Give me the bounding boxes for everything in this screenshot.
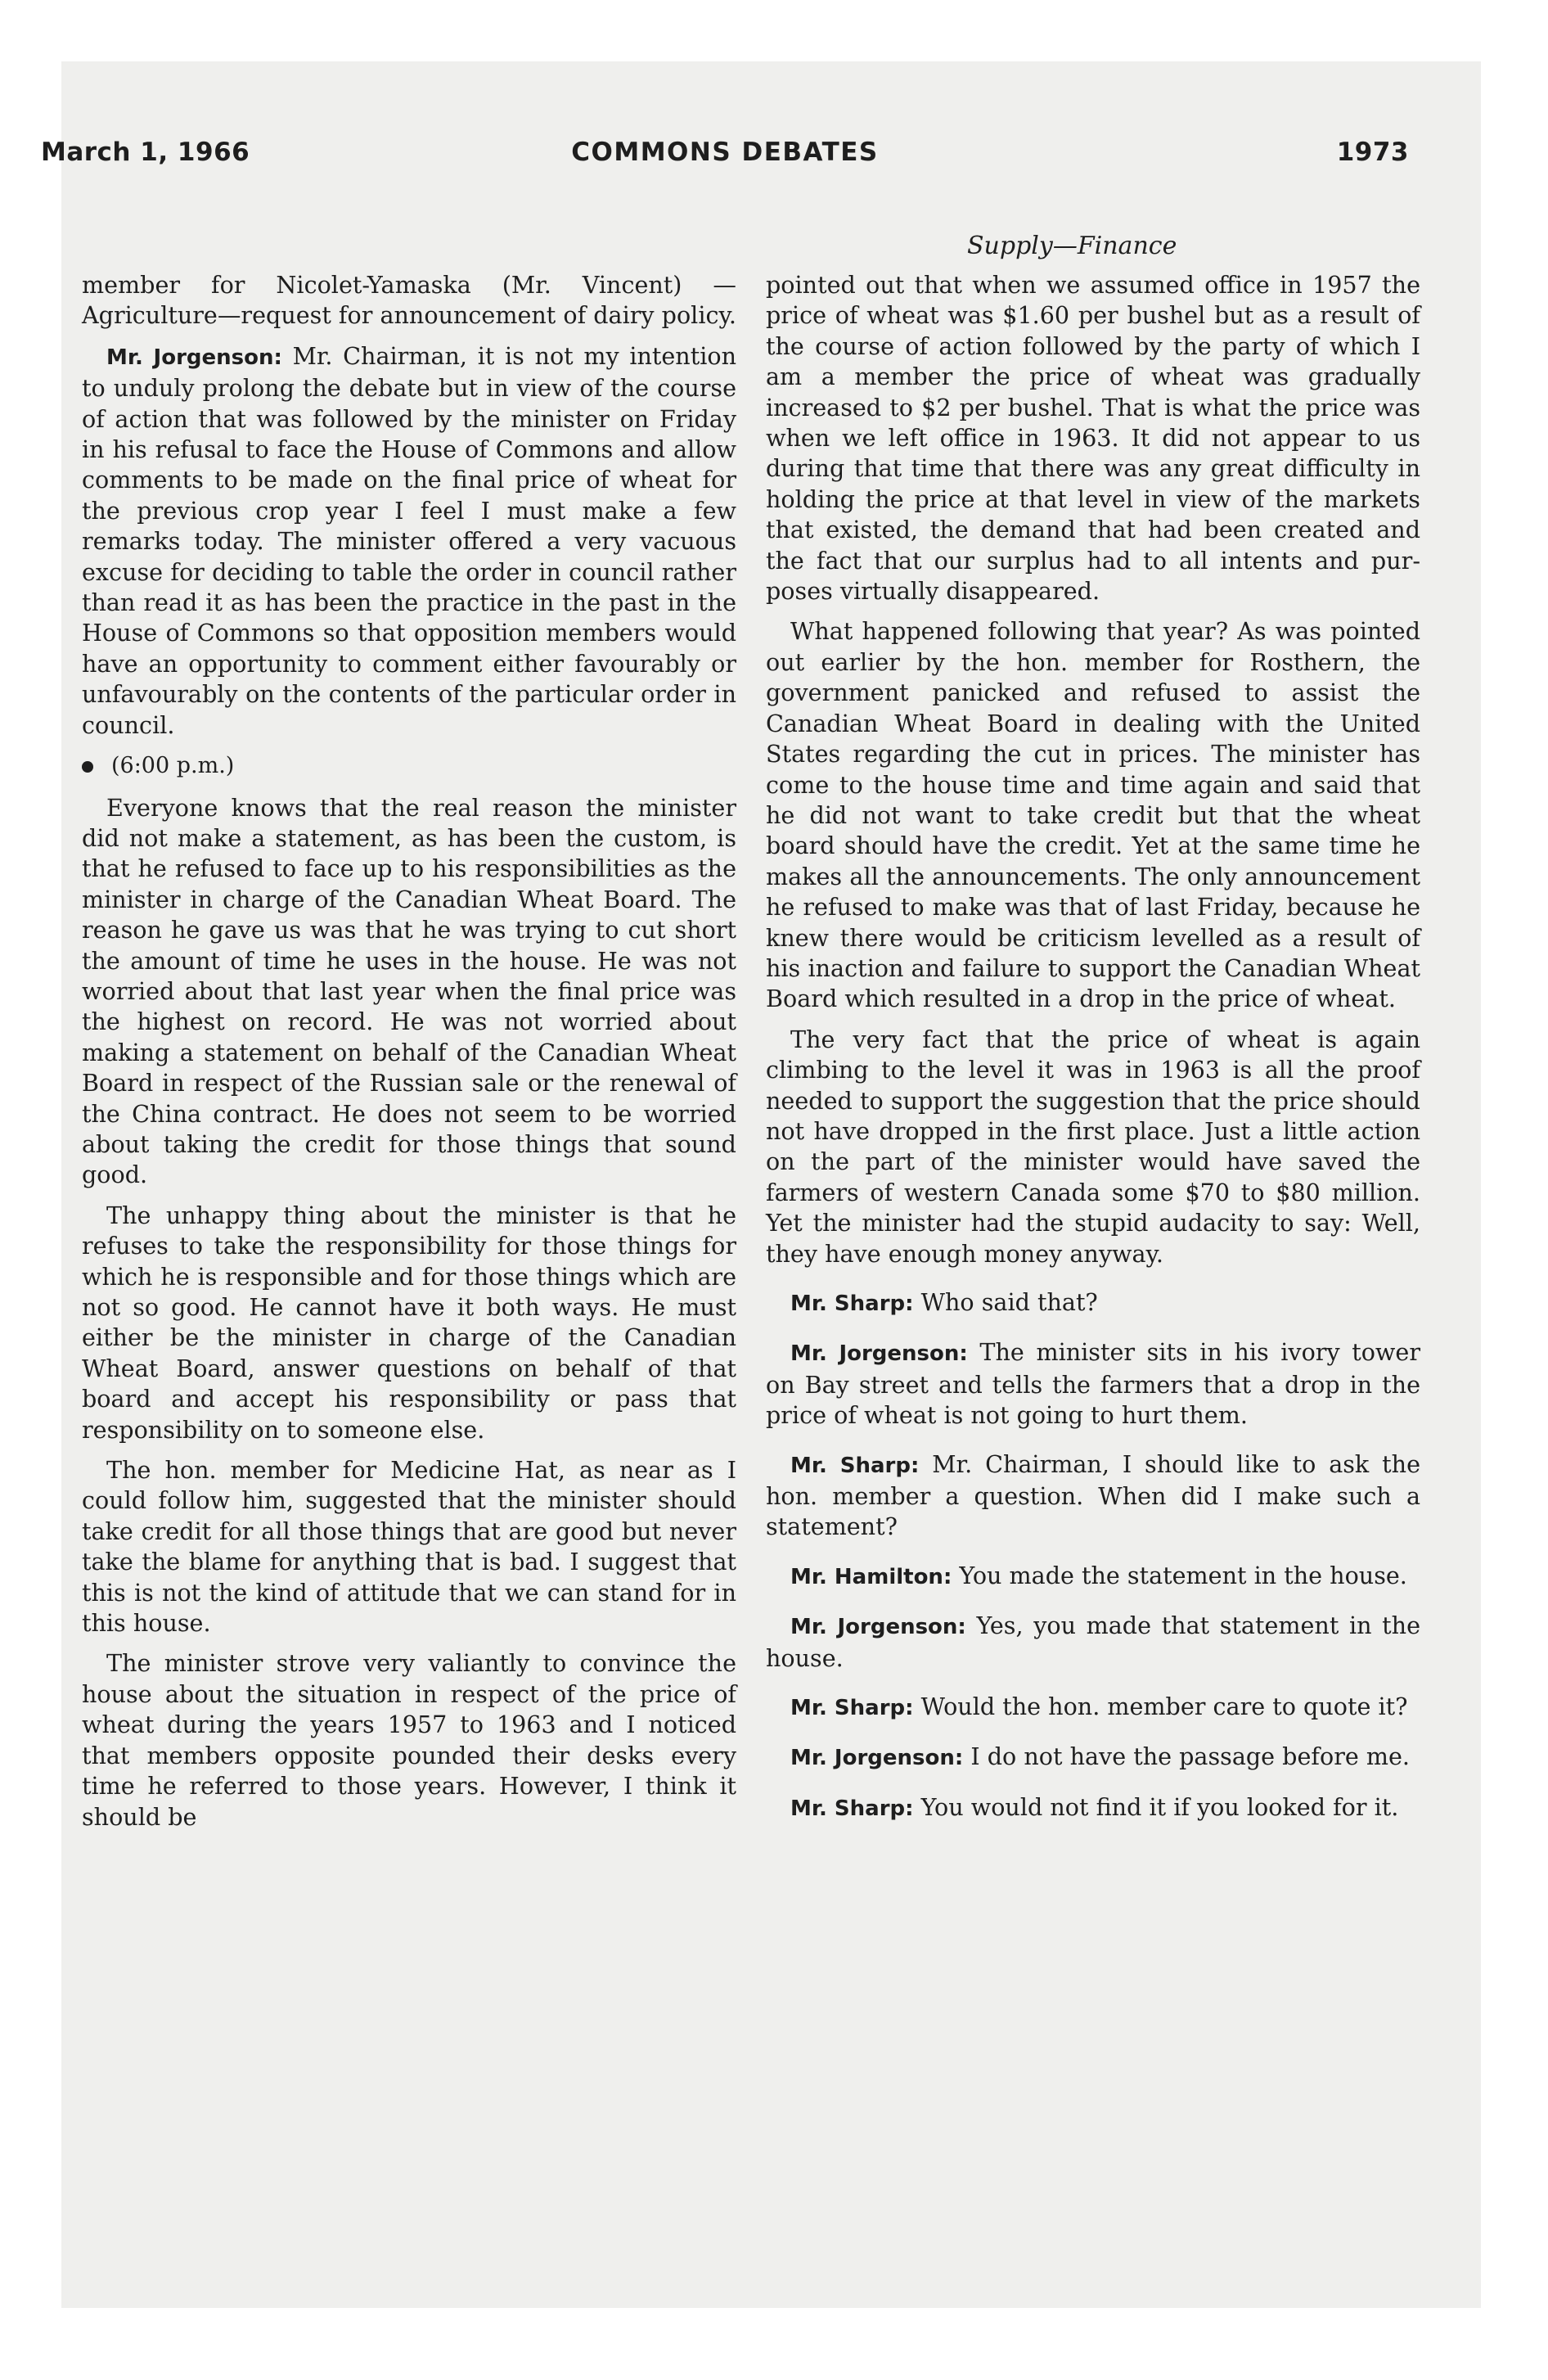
speech [82, 341, 736, 741]
paragraph: The hon. member for Medicine Hat, as near as I could follow him, suggested that the minister should take credit for all those things that are good but never take the blame for anything that is bad. I suggest that this is not the kind of attitude that we can stand for in this house. [82, 1456, 736, 1638]
paragraph: member for Nicolet-Yamaska (Mr. Vincent) —Agriculture—request for announcement of dairy policy. [82, 271, 736, 330]
speech-text: Yes, you made that statement in the house. [766, 1611, 1420, 1672]
page-number: 1973 [1336, 137, 1409, 167]
speech [766, 1742, 1420, 1774]
left-column [82, 270, 736, 1842]
speech-text: I do not have the passage before me. [963, 1742, 1411, 1771]
time-stamp-row [82, 751, 736, 781]
speaker-name: Mr. Jorgenson: [790, 1746, 964, 1771]
paragraph: Everyone knows that the real reason the minister did not make a statement, as has been the custom, is that he refused to face up to his responsibilities as the minister in charge of the Canadian Wheat Board. The reason he gave us was that he was trying to cut short the amount of time he uses in the house. He was not worried about that last year when the final price was the highest on record. He was not worried about making a statement on behalf of the Canadian Wheat Board in respect of the Russian sale or the renewal of the China contract. He does not seem to be worried about taking the credit for those things that sound good. [82, 793, 736, 1189]
speech-text: You would not find it if you looked for it. [913, 1792, 1399, 1821]
speaker-name: Mr. Sharp: [790, 1291, 914, 1316]
speech-text: You made the statement in the house. [952, 1561, 1407, 1589]
speech [766, 1449, 1420, 1543]
bullet-icon [82, 761, 93, 773]
speaker-name: Mr. Sharp: [790, 1696, 914, 1721]
right-column [766, 270, 1420, 1842]
speech-text: Mr. Chairman, it is not my intention to unduly prolong the debate but in view of the course of action that was followed by the minister on Friday in his refusal to face the House of Commons and allow comments to be made on the final price of wheat for the previous crop year I feel I must make a few remarks today. The minister offered a very vacuous excuse for deciding to table the order in council rather than read it as has been the practice in the past in the House of Commons so that opposition members would have an opportunity to comment either favourably or unfavourably on the contents of the particular order in council. [82, 341, 736, 739]
speech-text: Who said that? [913, 1288, 1098, 1316]
page-header [41, 137, 1409, 178]
speaker-name: Mr. Jorgenson: [790, 1615, 966, 1640]
header-date: March 1, 1966 [41, 137, 250, 167]
speech-text: Would the hon. member care to quote it? [913, 1693, 1408, 1721]
paragraph: What happened following that year? As was pointed out earlier by the hon. member for Rosthern, the government panicked and refused to assist the Canadian Wheat Board in dealing with the United States regarding the cut in prices. The minister has come to the house time and time again and said that he did not want to take credit but that the wheat board should have the credit. Yet at the same time he makes all the announcements. The only announcement he refused to make was that of last Friday, because he knew there would be criticism levelled as a result of his inaction and failure to support the Canadian Wheat Board which resulted in a drop in the price of wheat. [766, 617, 1420, 1013]
paragraph: The very fact that the price of wheat is again climbing to the level it was in 1963 is all the proof needed to support the suggestion that the price should not have dropped in the first place. Just a little action on the part of the minister would have saved the farmers of western Canada some $70 to $80 million. Yet the minister had the stupid audacity to say: Well, they have enough money anyway. [766, 1025, 1420, 1268]
running-head: Supply—Finance [967, 232, 1177, 260]
speech [766, 1287, 1420, 1319]
speech [766, 1561, 1420, 1593]
speaker-name: Mr. Jorgenson: [106, 345, 282, 370]
speaker-name: Mr. Sharp: [790, 1453, 920, 1478]
paragraph: pointed out that when we assumed office in 1957 the price of wheat was $1.60 per bushel but as a result of the course of action followed by the party of which I am a member the price of wheat was gradually increased to $2 per bushel. That is what the price was when we left office in 1963. It did not appear to us during that time that there was any great difficulty in holding the price at that level in view of the markets that existed, the demand that had been created and the fact that our surplus had to all intents and purposes virtually disappeared. [766, 271, 1420, 606]
speech [766, 1692, 1420, 1724]
speaker-name: Mr. Jorgenson: [790, 1341, 968, 1367]
paragraph: The unhappy thing about the minister is that he refuses to take the responsibility for those things for which he is responsible and for those things which are not so good. He cannot have it both ways. He must either be the minister in charge of the Canadian Wheat Board, answer questions on behalf of that board and accept his responsibility or pass that responsibility on to someone else. [82, 1201, 736, 1444]
time-stamp: (6:00 p.m.) [111, 753, 235, 779]
speech [766, 1337, 1420, 1431]
header-title: COMMONS DEBATES [571, 137, 879, 167]
speech-text: Mr. Chairman, I should like to ask the hon. member a question. When did I make such a statement? [766, 1449, 1420, 1541]
speaker-name: Mr. Hamilton: [790, 1564, 952, 1589]
speaker-name: Mr. Sharp: [790, 1796, 914, 1821]
speech [766, 1792, 1420, 1824]
speech-text: The minister sits in his ivory tower on Bay street and tells the farmers that a drop in the price of wheat is not going to hurt them. [766, 1338, 1420, 1430]
speech [766, 1611, 1420, 1674]
paragraph: The minister strove very valiantly to convince the house about the situation in respect of the price of wheat during the years 1957 to 1963 and I noticed that members opposite pounded their desks every time he referred to those years. However, I think it should be [82, 1649, 736, 1831]
